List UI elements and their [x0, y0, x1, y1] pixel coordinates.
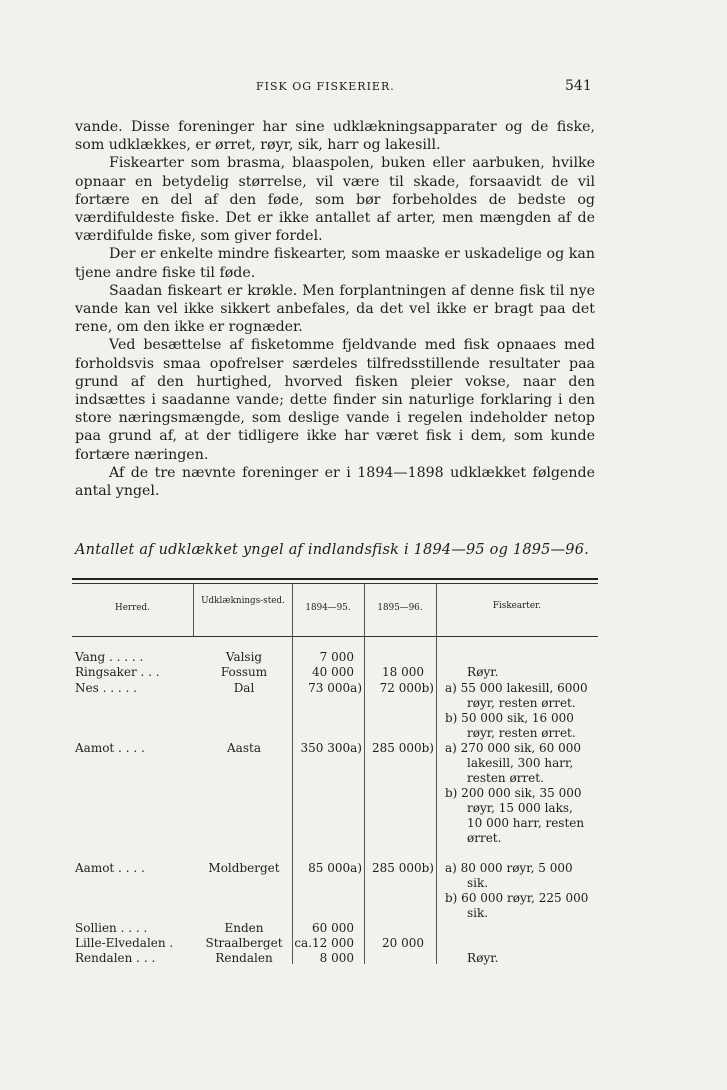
header-1895-96: 1895—96.	[377, 603, 423, 613]
cell-fiskearter: b) 200 000 sik, 35 000	[445, 786, 582, 800]
cell-herred: Rendalen . . .	[75, 951, 156, 965]
paragraph-1: vande. Disse foreninger har sine udklækningsapparater og de fiske, som udklækkes, er ørret, røyr, sik, harr og lakesill.	[75, 119, 595, 154]
column-divider	[292, 584, 293, 964]
cell-1895-96: 72 000b)	[379, 681, 434, 695]
cell-fiskearter: 10 000 harr, resten	[467, 816, 585, 830]
cell-fiskearter: ørret.	[467, 831, 502, 845]
cell-fiskearter: sik.	[467, 876, 489, 890]
cell-fiskearter: b) 60 000 røyr, 225 000	[445, 891, 589, 905]
table-title: Antallet af udklækket yngel af indlandsfisk i 1894—95 og 1895—96.	[75, 542, 589, 558]
cell-fiskearter: resten ørret.	[467, 771, 544, 785]
table-top-rule-thin	[72, 583, 598, 584]
cell-fiskearter: a) 80 000 røyr, 5 000	[445, 861, 573, 875]
cell-sted: Aasta	[227, 741, 261, 755]
cell-fiskearter: b) 50 000 sik, 16 000	[445, 711, 574, 725]
cell-1894-95: 40 000	[312, 665, 354, 679]
cell-1895-96: 285 000b)	[372, 861, 434, 875]
cell-herred: Vang . . . . .	[75, 650, 144, 664]
cell-1894-95: ca.12 000	[294, 936, 354, 950]
paragraph-4: Saadan fiskeart er krøkle. Men forplantningen af denne fisk til nye vande kan vel ikke sikkert anbefales, da det vel ikke er bragt paa det rene, om den ikke er rognæder.	[75, 282, 595, 336]
cell-sted: Straalberget	[205, 936, 283, 950]
cell-herred: Nes . . . . .	[75, 681, 137, 695]
cell-sted: Enden	[224, 921, 264, 935]
cell-fiskearter: røyr, 15 000 laks,	[467, 801, 573, 815]
cell-1894-95: 7 000	[319, 650, 354, 664]
header-fiskearter: Fiskearter.	[492, 601, 542, 611]
body-text	[75, 118, 595, 500]
table-top-rule	[72, 578, 598, 580]
cell-1894-95: 8 000	[319, 951, 354, 965]
paragraph-3: Der er enkelte mindre fiskearter, som maaske er uskadelige og kan tjene andre fiske til føde.	[75, 246, 595, 281]
cell-fiskearter: røyr, resten ørret.	[467, 726, 576, 740]
paragraph-5: Ved besættelse af fisketomme fjeldvande med fisk opnaaes med forholdsvis smaa opofrelser særdeles tilfredsstillende resultater paa grund af den hurtighed, hvorved fisken pleier vokse, naar den indsættes i saadanne vande; dette finder sin naturlige forklaring i den store næringsmængde, som deslige vande i regelen indeholder netop paa grund af, at der tidligere ikke har været fisk i dem, som kunde fortære næringen.	[75, 337, 595, 463]
cell-herred: Lille-Elvedalen .	[75, 936, 174, 950]
cell-sted: Rendalen	[215, 951, 273, 965]
cell-1894-95: 73 000a)	[308, 681, 362, 695]
cell-sted: Valsig	[225, 650, 263, 664]
cell-herred: Aamot . . . .	[75, 861, 145, 875]
cell-herred: Ringsaker . . .	[75, 665, 160, 679]
table-header-rule	[72, 636, 598, 637]
cell-sted: Dal	[233, 681, 255, 695]
cell-1895-96: 20 000	[382, 936, 424, 950]
paragraph-6: Af de tre nævnte foreninger er i 1894—1898 udklækket følgende antal yngel.	[75, 464, 595, 500]
cell-fiskearter: Røyr.	[467, 665, 499, 679]
cell-sted: Fossum	[220, 665, 268, 679]
header-herred: Herred.	[115, 603, 150, 613]
cell-1895-96: 18 000	[382, 665, 424, 679]
cell-fiskearter: lakesill, 300 harr,	[467, 756, 574, 770]
running-title: FISK OG FISKERIER.	[256, 80, 395, 93]
header-1894-95: 1894—95.	[305, 603, 351, 613]
header-sted: Udklæknings-sted.	[201, 596, 285, 606]
cell-fiskearter: a) 270 000 sik, 60 000	[445, 741, 581, 755]
cell-fiskearter: røyr, resten ørret.	[467, 696, 576, 710]
cell-fiskearter: Røyr.	[467, 951, 499, 965]
cell-1894-95: 350 300a)	[300, 741, 362, 755]
cell-herred: Aamot . . . .	[75, 741, 145, 755]
column-divider	[364, 584, 365, 964]
cell-1894-95: 60 000	[312, 921, 354, 935]
cell-fiskearter: a) 55 000 lakesill, 6000	[445, 681, 588, 695]
cell-1894-95: 85 000a)	[308, 861, 362, 875]
cell-fiskearter: sik.	[467, 906, 489, 920]
cell-sted: Moldberget	[208, 861, 280, 875]
cell-1895-96: 285 000b)	[372, 741, 434, 755]
column-divider	[436, 584, 437, 964]
column-divider	[193, 584, 194, 636]
cell-herred: Sollien . . . .	[75, 921, 148, 935]
page-number: 541	[565, 78, 592, 94]
paragraph-2: Fiskearter som brasma, blaaspolen, buken eller aarbuken, hvilke opnaar en betydelig størrelse, vil være til skade, forsaavidt de vil fortære en del af den føde, som bør forbeholdes de bedste og værdifuldeste fiske. Det er ikke antallet af arter, men mængden af de værdifulde fiske, som giver fordel.	[75, 155, 595, 245]
